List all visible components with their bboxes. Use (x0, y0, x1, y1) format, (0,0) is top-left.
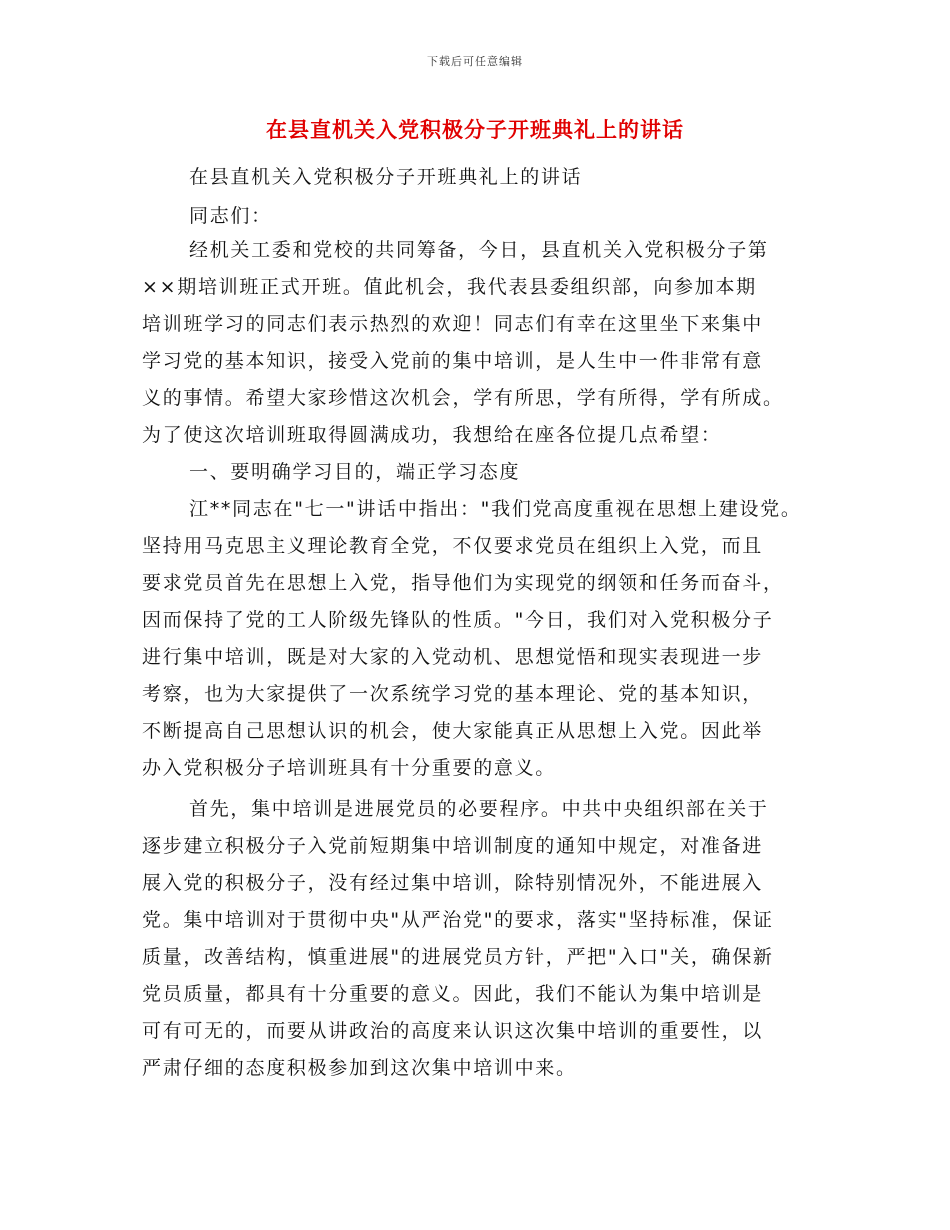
body-line: 展入党的积极分子，没有经过集中培训，除特别情况外，不能进展入 (142, 872, 764, 894)
body-line: ××期培训班正式开班。值此机会，我代表县委组织部，向参加本期 (142, 276, 757, 298)
body-line: 经机关工委和党校的共同筹备，今日，县直机关入党积极分子第 (189, 239, 769, 261)
section-heading: 一、要明确学习目的，端正学习态度 (189, 461, 521, 483)
header-note: 下载后可任意编辑 (427, 55, 523, 68)
body-line: 严肃仔细的态度积极参加到这次集中培训中来。 (142, 1057, 577, 1079)
body-line: 党。集中培训对于贯彻中央"从严治党"的要求，落实"坚持标准，保证 (142, 909, 774, 931)
body-line: 不断提高自己思想认识的机会，使大家能真正从思想上入党。因此举 (142, 720, 764, 742)
body-line-subtitle: 在县直机关入党积极分子开班典礼上的讲话 (189, 166, 583, 188)
body-line-salutation: 同志们： (189, 205, 272, 227)
body-line: 江**同志在"七一"讲话中指出："我们党高度重视在思想上建设党。 (189, 498, 802, 520)
body-line: 党员质量，都具有十分重要的意义。因此，我们不能认为集中培训是 (142, 983, 764, 1005)
body-line: 质量，改善结构，慎重进展"的进展党员方针，严把"入口"关，确保新 (142, 946, 774, 968)
body-line: 要求党员首先在思想上入党，指导他们为实现党的纲领和任务而奋斗， (142, 572, 784, 594)
body-line: 逐步建立积极分子入党前短期集中培训制度的通知中规定，对准备进 (142, 835, 764, 857)
body-line: 可有可无的，而要从讲政治的高度来认识这次集中培训的重要性，以 (142, 1020, 764, 1042)
body-line: 首先，集中培训是进展党员的必要程序。中共中央组织部在关于 (189, 798, 769, 820)
body-line: 义的事情。希望大家珍惜这次机会，学有所思，学有所得，学有所成。 (142, 387, 784, 409)
body-line: 坚持用马克思主义理论教育全党，不仅要求党员在组织上入党，而且 (142, 535, 764, 557)
body-line: 因而保持了党的工人阶级先锋队的性质。"今日，我们对入党积极分子 (142, 609, 774, 631)
body-line: 学习党的基本知识，接受入党前的集中培训，是人生中一件非常有意 (142, 350, 764, 372)
body-line: 培训班学习的同志们表示热烈的欢迎！同志们有幸在这里坐下来集中 (142, 313, 764, 335)
body-line: 办入党积极分子培训班具有十分重要的意义。 (142, 757, 557, 779)
body-line: 进行集中培训，既是对大家的入党动机、思想觉悟和现实表现进一步 (142, 646, 764, 668)
body-line: 考察，也为大家提供了一次系统学习党的基本理论、党的基本知识， (142, 683, 764, 705)
body-line: 为了使这次培训班取得圆满成功，我想给在座各位提几点希望： (142, 424, 722, 446)
document-title: 在县直机关入党积极分子开班典礼上的讲话 (266, 118, 684, 142)
